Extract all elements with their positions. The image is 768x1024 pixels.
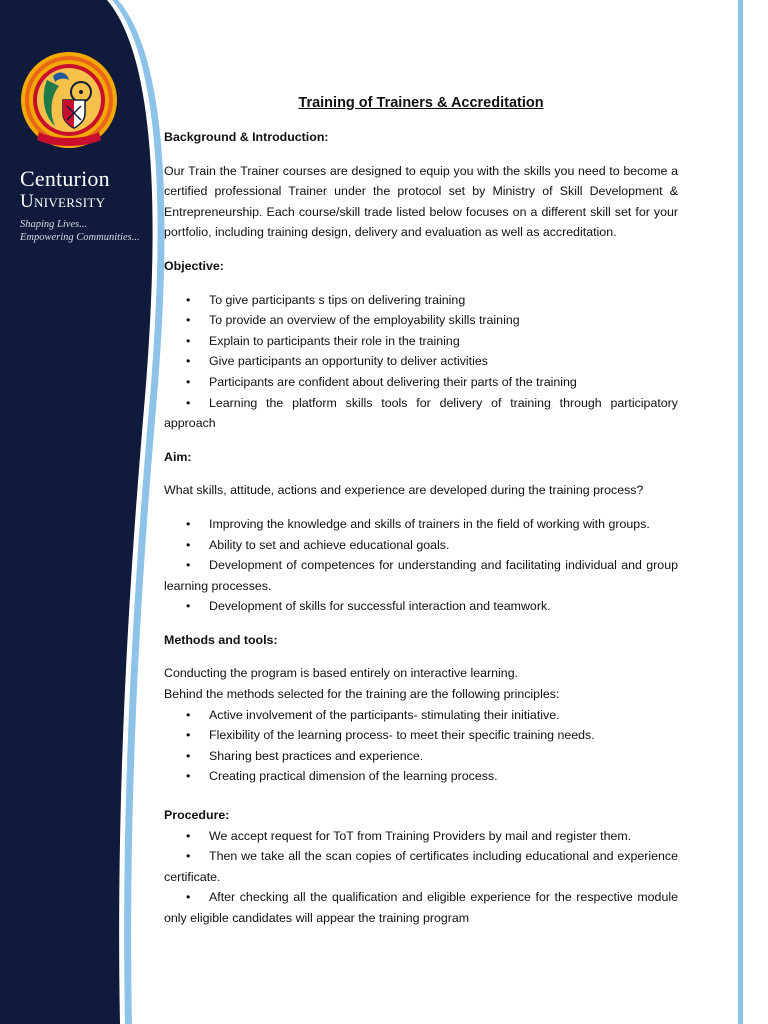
list-item: • Give participants an opportunity to deliver activities — [164, 351, 678, 372]
aim-list — [164, 514, 678, 617]
list-item: • Active involvement of the participants- stimulating their initiative. — [164, 705, 678, 726]
document-title: Training of Trainers & Accreditation — [298, 95, 544, 111]
university-tagline — [20, 218, 150, 244]
aim-heading: Aim: — [164, 449, 192, 464]
list-item: • Improving the knowledge and skills of trainers in the field of working with groups. — [164, 514, 678, 535]
list-item: • Sharing best practices and experience. — [164, 746, 678, 767]
list-item: • We accept request for ToT from Training Providers by mail and register them. — [164, 826, 678, 847]
methods-heading: Methods and tools: — [164, 632, 278, 647]
objective-list — [164, 290, 678, 434]
list-item: • Explain to participants their role in the training — [164, 331, 678, 352]
background-paragraph: Our Train the Trainer courses are designed to equip you with the skills you need to become a certified professional Trainer under the protocol set by Ministry of Skill Development & Entrepreneurship. Each course/skill trade listed below focuses on a different skill set for your portfolio, including training design, delivery and evaluation as well as accreditation. — [164, 163, 678, 240]
procedure-list — [164, 826, 678, 929]
list-item: • Development of skills for successful interaction and teamwork. — [164, 596, 678, 617]
list-item: • Flexibility of the learning process- to meet their specific training needs. — [164, 725, 678, 746]
list-item: • Ability to set and achieve educational goals. — [164, 535, 678, 556]
university-emblem-icon — [19, 40, 119, 172]
tagline-line2: Empowering Communities... — [20, 232, 140, 243]
list-item: • To give participants s tips on delivering training — [164, 290, 678, 311]
methods-list — [164, 705, 678, 787]
university-name-line1: Centurion — [20, 166, 110, 191]
list-item: • Development of competences for understanding and facilitating individual and group learning processes. — [164, 555, 678, 596]
list-item: • Creating practical dimension of the learning process. — [164, 766, 678, 787]
methods-line2: Behind the methods selected for the training are the following principles: — [164, 687, 560, 702]
tagline-line1: Shaping Lives... — [20, 219, 88, 230]
methods-line1: Conducting the program is based entirely on interactive learning. — [164, 666, 519, 681]
list-item: • Participants are confident about delivering their parts of the training — [164, 372, 678, 393]
procedure-heading: Procedure: — [164, 808, 230, 823]
list-item: • To provide an overview of the employability skills training — [164, 310, 678, 331]
background-heading: Background & Introduction: — [164, 130, 329, 144]
university-name-line2: University — [20, 191, 106, 212]
list-item: • Then we take all the scan copies of certificates including educational and experience certificate. — [164, 846, 678, 887]
university-wordmark — [20, 168, 140, 211]
list-item: • After checking all the qualification and eligible experience for the respective module only eligible candidates will appear the training program — [164, 887, 678, 928]
objective-heading: Objective: — [164, 258, 224, 273]
list-item: • Learning the platform skills tools for delivery of training through participatory approach — [164, 393, 678, 434]
document-body — [164, 92, 678, 929]
aim-question: What skills, attitude, actions and experience are developed during the training process? — [164, 483, 644, 498]
university-logo — [14, 40, 140, 300]
